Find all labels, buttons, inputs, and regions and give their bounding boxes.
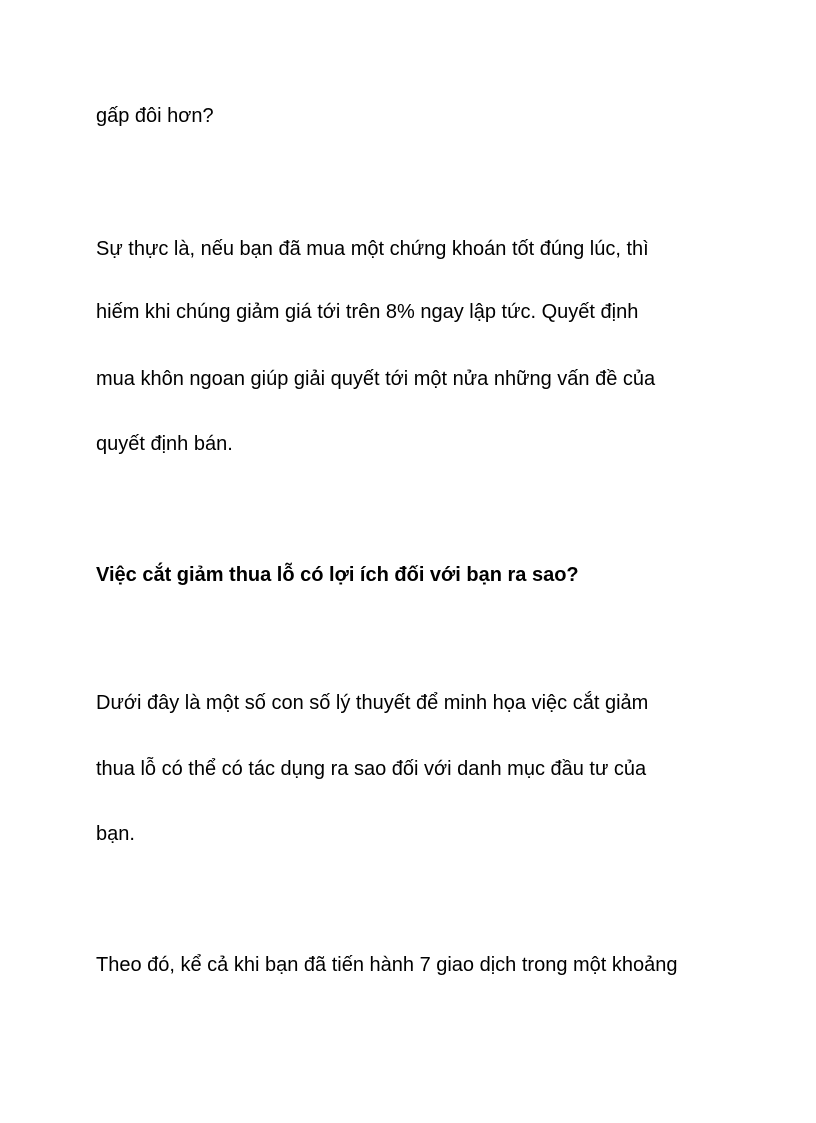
text-line: quyết định bán. — [96, 433, 233, 455]
section-heading: Việc cắt giảm thua lỗ có lợi ích đối với bạn ra sao? — [96, 564, 579, 586]
text-line: Dưới đây là một số con số lý thuyết để minh họa việc cắt giảm — [96, 692, 649, 714]
text-line: Sự thực là, nếu bạn đã mua một chứng khoán tốt đúng lúc, thì — [96, 238, 649, 260]
text-line: Theo đó, kể cả khi bạn đã tiến hành 7 giao dịch trong một khoảng — [96, 954, 678, 976]
text-line: bạn. — [96, 823, 135, 845]
text-line: thua lỗ có thể có tác dụng ra sao đối với danh mục đầu tư của — [96, 758, 647, 780]
text-line: hiếm khi chúng giảm giá tới trên 8% ngay lập tức. Quyết định — [96, 301, 639, 323]
text-line: mua khôn ngoan giúp giải quyết tới một nửa những vấn đề của — [96, 368, 656, 390]
text-line: gấp đôi hơn? — [96, 105, 214, 127]
